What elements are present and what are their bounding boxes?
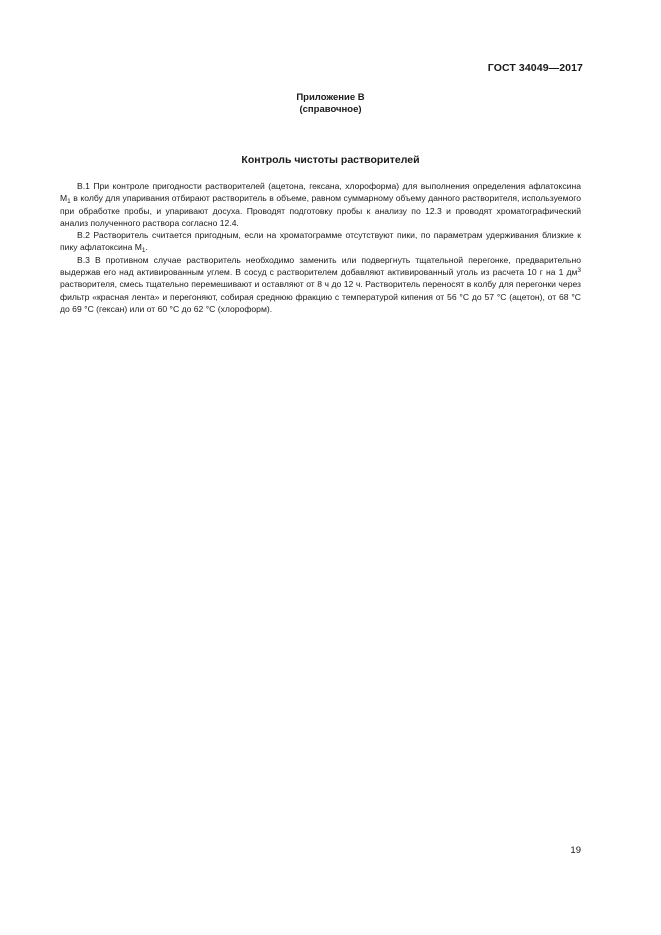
- paragraph-b3-text-2: растворителя, смесь тщательно перемешивают и оставляют от 8 ч до 12 ч. Растворитель переносят в колбу для перегонки через фильтр «красная лента» и перегоняют, собирая среднюю фракцию с температурой кипения от 56 °С до 57 °С (ацетон), от 68 °С до 69 °С (гексан) или от 60 °С до 62 °С (хлороформ).: [60, 279, 581, 314]
- annex-title: Приложение В: [296, 92, 365, 103]
- paragraph-b3: [60, 254, 581, 315]
- subscript-index: 1: [141, 247, 146, 255]
- paragraph-b2-text-1: В.2 Растворитель считается пригодным, если на хроматограмме отсутствуют пики, по параметрам удерживания близкие к пику афлатоксина М: [60, 230, 581, 253]
- paragraph-b3-text-1: В.3 В противном случае растворитель необходимо заменить или подвергнуть тщательной перегонке, предварительно выдержав его над активированным углем. В сосуд с растворителем добавляют активированный уголь из расчета 10 г на 1 дм: [60, 254, 581, 278]
- paragraph-b2-text-2: .: [145, 242, 148, 253]
- paragraph-b1-text-1: В.1 При контроле пригодности растворителей (ацетона, гексана, хлороформа) для выполнения определения афлатоксина М: [60, 181, 581, 204]
- body-text: [60, 180, 581, 315]
- annex-heading: [0, 92, 661, 116]
- subscript-index: 1: [67, 198, 71, 206]
- standard-id-header: ГОСТ 34049—2017: [487, 62, 583, 74]
- section-title: Контроль чистоты растворителей: [241, 154, 420, 166]
- paragraph-b2: [60, 229, 581, 254]
- paragraph-b1: [60, 180, 581, 229]
- page-number: 19: [570, 845, 581, 856]
- superscript-exponent: 3: [577, 267, 581, 275]
- paragraph-b1-text-2: в колбу для упаривания отбирают растворитель в объеме, равном суммарному объему данного растворителя, используемого при обработке пробы, и упаривают досуха. Проводят подготовку пробы к анализу по 12.3 и проводят хроматографический анализ полученного раствора согласно 12.4.: [60, 193, 581, 228]
- annex-subtitle: (справочное): [299, 104, 362, 115]
